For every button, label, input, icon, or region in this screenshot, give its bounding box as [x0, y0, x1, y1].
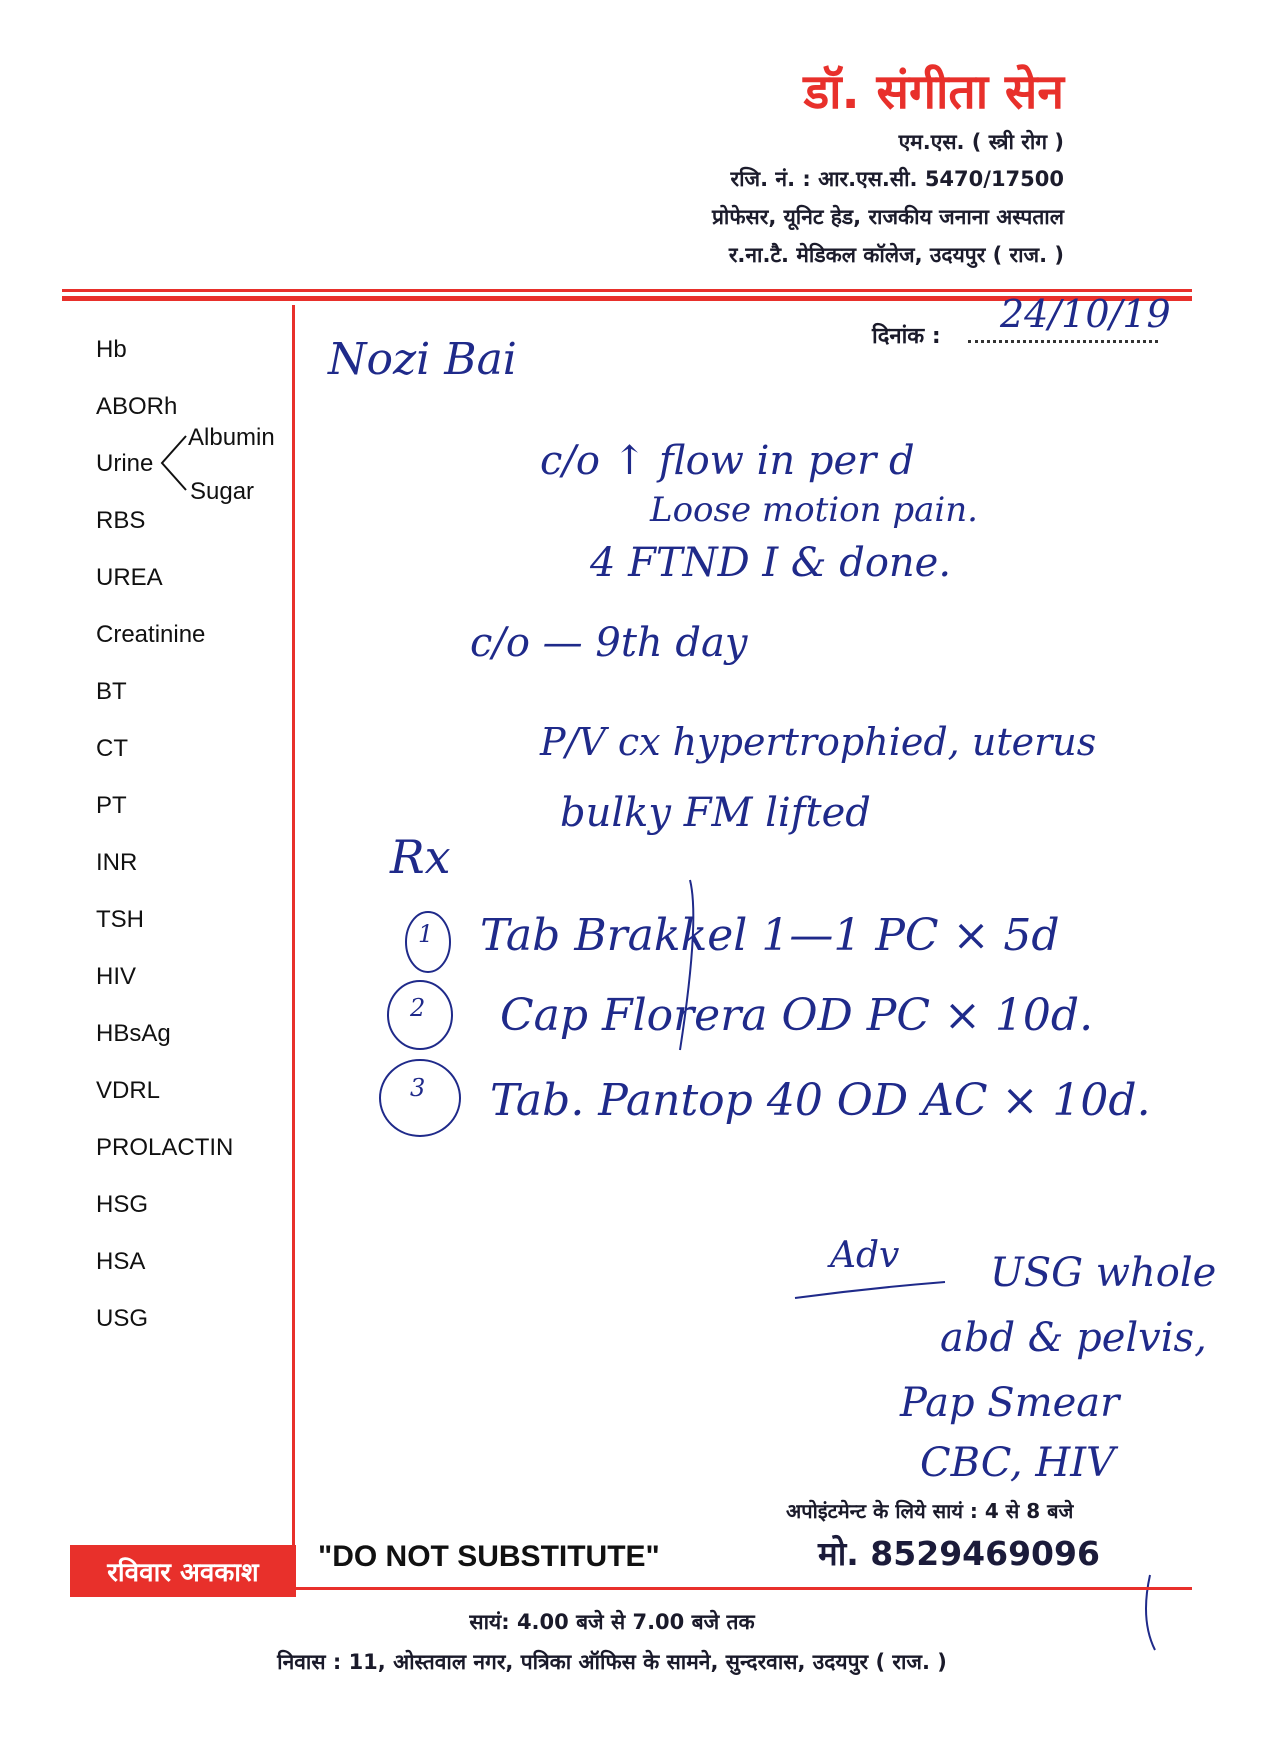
medicine-2: Cap Florera OD PC × 10d.: [500, 990, 1094, 1041]
test-ct: CT: [96, 735, 128, 762]
evening-hours: सायं: 4.00 बजे से 7.00 बजे तक: [469, 1610, 755, 1634]
investigation-4: CBC, HIV: [920, 1440, 1115, 1486]
doctor-degree: एम.एस. ( स्त्री रोग ): [898, 130, 1064, 154]
do-not-substitute: "DO NOT SUBSTITUTE": [318, 1540, 660, 1573]
test-albumin: Albumin: [188, 424, 275, 451]
item-number-1: 1: [418, 920, 434, 948]
rx-symbol: Rx: [390, 830, 451, 884]
investigation-2: abd & pelvis,: [940, 1315, 1207, 1361]
sunday-off-badge: रविवार अवकाश: [70, 1545, 296, 1597]
complaint-line-3: 4 FTND I & done.: [590, 540, 952, 586]
footer-rule: [296, 1587, 1192, 1590]
college: र.ना.टै. मेडिकल कॉलेज, उदयपुर ( राज. ): [728, 243, 1064, 267]
test-urea: UREA: [96, 564, 163, 591]
test-aborh: ABORh: [96, 393, 178, 420]
test-sugar: Sugar: [190, 478, 255, 505]
designation: प्रोफेसर, यूनिट हेड, राजकीय जनाना अस्पताल: [711, 205, 1064, 229]
test-usg: USG: [96, 1305, 149, 1332]
test-vdrl: VDRL: [96, 1077, 161, 1104]
date-label: दिनांक :: [872, 324, 941, 349]
mobile-number: मो. 8529469096: [818, 1534, 1100, 1573]
investigation-1: USG whole: [990, 1250, 1217, 1296]
test-hsa: HSA: [96, 1248, 146, 1275]
test-urine: Urine: [96, 450, 154, 477]
test-bt: BT: [96, 678, 127, 705]
complaint-line-2: Loose motion pain.: [650, 490, 978, 530]
urine-bracket: [162, 436, 186, 490]
doctor-name: डॉ. संगीता सेन: [803, 64, 1064, 120]
advice-label: Adv: [830, 1235, 900, 1276]
residence-address: निवास : 11, ओस्तवाल नगर, पत्रिका ऑफिस के सामने, सुन्दरवास, उदयपुर ( राज. ): [277, 1650, 947, 1674]
item-number-2: 2: [410, 994, 426, 1022]
patient-name: Nozi Bai: [328, 334, 517, 385]
test-tsh: TSH: [96, 906, 144, 933]
investigation-3: Pap Smear: [900, 1380, 1120, 1426]
test-hbsag: HBsAg: [96, 1020, 171, 1047]
exam-line-2: bulky FM lifted: [560, 790, 871, 836]
test-hiv: HIV: [96, 963, 137, 990]
medicine-1: Tab Brakkel 1—1 PC × 5d: [480, 910, 1060, 961]
exam-line-1: P/V cx hypertrophied, uterus: [540, 720, 1097, 764]
test-inr: INR: [96, 849, 138, 876]
complaint-line-1: c/o ↑ flow in per d: [540, 438, 915, 484]
test-hb: Hb: [96, 336, 127, 363]
item-number-3: 3: [410, 1074, 426, 1102]
complaint-line-4: c/o — 9th day: [470, 620, 748, 666]
test-hsg: HSG: [96, 1191, 149, 1218]
adv-underline: [795, 1282, 945, 1298]
test-rbs: RBS: [96, 507, 146, 534]
test-prolactin: PROLACTIN: [96, 1134, 234, 1161]
date-value: 24/10/19: [1000, 292, 1171, 336]
registration-number: रजि. नं. : आर.एस.सी. 5470/17500: [730, 167, 1064, 191]
date-dotted-line: [968, 340, 1158, 343]
test-creatinine: Creatinine: [96, 621, 206, 648]
medicine-3: Tab. Pantop 40 OD AC × 10d.: [490, 1075, 1151, 1126]
test-pt: PT: [96, 792, 127, 819]
appointment-hours: अपोइंटमेन्ट के लिये सायं : 4 से 8 बजे: [786, 1499, 1074, 1523]
